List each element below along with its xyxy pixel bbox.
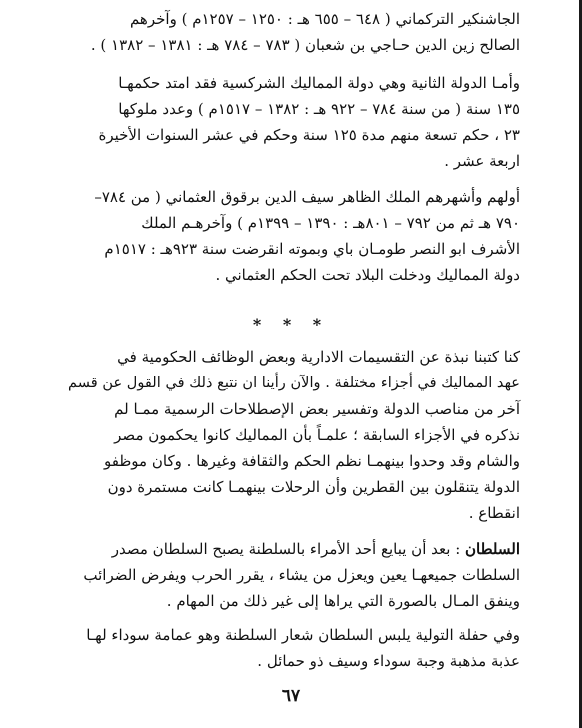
paragraph-barquq <box>58 184 520 288</box>
text-line: الأشرف ابو النصر طومـان باي وبموته انقرضت سنة ٩٢٣هـ : ١٥١٧م <box>104 240 520 258</box>
text-line: ١٣٥ سنة ( من سنة ٧٨٤ – ٩٢٢ هـ : ١٣٨٢ – ١٥١٧م ) وعدد ملوكها <box>118 100 520 118</box>
text-line: وأمـا الدولة الثانية وهي دولة المماليك الشركسية فقد امتد حكمهـا <box>118 74 520 92</box>
text-line: دولة المماليك ودخلت البلاد تحت الحكم العثماني . <box>215 266 520 284</box>
text-line: الجاشنكير التركماني ( ٦٤٨ – ٦٥٥ هـ : ١٢٥٠ – ١٢٥٧م ) وآخرهم <box>129 10 520 28</box>
section-separator: * * * <box>252 315 330 334</box>
text-line: عذبة مذهبة وجبة سوداء وسيف ذو حمائل . <box>257 652 520 670</box>
paragraph-sultan <box>58 536 520 614</box>
paragraph-circassian-state <box>58 70 520 174</box>
text-line: كنا كتبنا نبذة عن التقسيمات الادارية وبعض الوظائف الحكومية في <box>117 348 520 366</box>
text-line: الصالح زين الدين حـاجي بن شعبان ( ٧٨٣ – ٧٨٤ هـ : ١٣٨١ – ١٣٨٢ ) . <box>90 36 520 54</box>
text-line: ٢٣ ، حكم تسعة منهم مدة ١٢٥ سنة وحكم في عشر السنوات الأخيرة <box>98 126 520 144</box>
paragraph-mamluk-bahri-end <box>58 6 520 58</box>
text-line: والشام وقد وحدوا بينهمـا نظم الحكم والثقافة وغيرها . وكان موظفو <box>104 452 520 470</box>
text-line: آخر من مناصب الدولة وتفسير بعض الإصطلاحات الرسمية ممـا لم <box>114 400 520 418</box>
text-line: السلطات جميعهـا يعين ويعزل من يشاء ، يقرر الحرب ويفرض الضرائب <box>83 566 520 584</box>
text-line: انقطاع . <box>468 504 520 522</box>
text-line: وفي حفلة التولية يلبس السلطان شعار السلطنة وهو عمامة سوداء لهـا <box>86 626 520 644</box>
text-line: نذكره في الأجزاء السابقة ؛ علمـاً بأن المماليك كانوا يحكمون مصر <box>114 426 520 444</box>
paragraph-administrative-divisions <box>58 344 520 526</box>
page-number: ٦٧ <box>281 686 301 706</box>
text-line: أولهم وأشهرهم الملك الظاهر سيف الدين برقوق العثماني ( من ٧٨٤– <box>94 188 520 206</box>
paragraph-inauguration <box>58 622 520 674</box>
text-line <box>58 536 520 562</box>
term-definition: : بعد أن يبايع أحد الأمراء بالسلطنة يصبح السلطان مصدر <box>111 540 466 558</box>
text-line: عهد المماليك في أجزاء مختلفة . والآن رأينا ان نتبع ذلك في القول عن قسم <box>67 374 520 391</box>
term-sultan: السلطان <box>465 540 520 558</box>
text-line: وينفق المـال بالصورة التي يراها إلى غير ذلك من المهام . <box>166 592 520 610</box>
text-line: اربعة عشر . <box>444 152 520 170</box>
text-line: الدولة يتنقلون بين القطرين وأن الرحلات بينهمـا كانت مستمرة دون <box>107 478 520 496</box>
text-line: ٧٩٠ هـ ثم من ٧٩٢ – ٨٠١هـ : ١٣٩٠ – ١٣٩٩م ) وآخرهـم الملك <box>141 214 520 232</box>
